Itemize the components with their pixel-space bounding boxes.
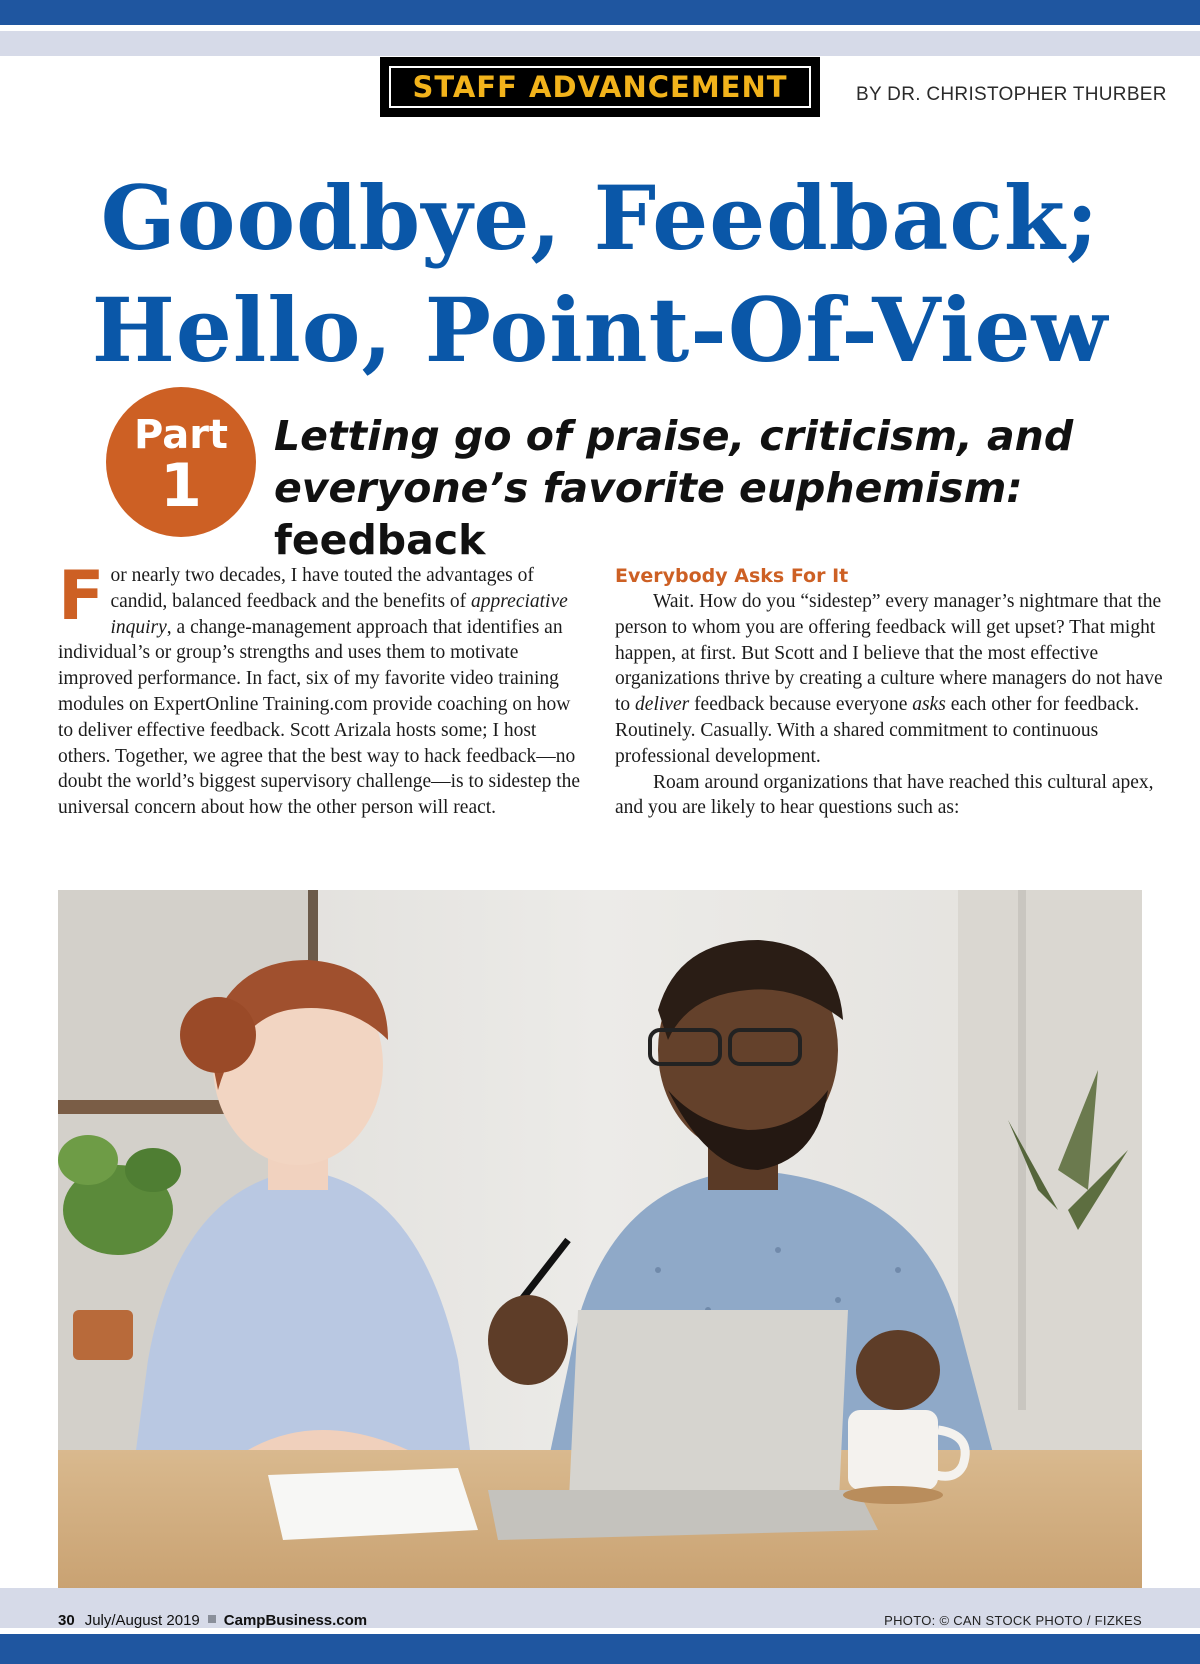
separator-square-icon: [208, 1615, 216, 1623]
intro-paragraph: [58, 557, 586, 821]
intro-text-b: , a change-management approach that identifies an individual’s or group’s strengths and uses them to motivate improved performance. In fact, six of my favorite video training modules on ExpertOnline Training.com provide coaching on how to deliver effective feedback. Scott Arizala hosts some; I host others. Together, we agree that the best way to hack feedback—no doubt the world’s biggest supervisory challenge—is to sidestep the universal concern about how the other person will react.: [58, 616, 581, 819]
section-tag: [380, 57, 820, 117]
drop-cap: F: [58, 557, 105, 636]
site-name: CampBusiness.com: [223, 1612, 368, 1629]
intro-text-emphasis: appreciative inquiry: [110, 590, 568, 638]
subtitle-line-2-plain: feedback: [274, 516, 486, 564]
subtitle-line-2: [274, 462, 1174, 566]
footer-blue-band: [0, 1634, 1200, 1664]
photo-paper: [268, 1468, 478, 1540]
body-paragraph-1: [615, 589, 1175, 770]
subtitle-line-2-italic: everyone’s favorite euphemism:: [274, 464, 1023, 512]
p1-emphasis-asks: asks: [912, 694, 946, 716]
body-column-left: [58, 557, 586, 821]
p1-text-c: each other for feedback. Routinely. Casually. With a shared commitment to continuous professional development.: [615, 694, 1140, 767]
title-line-1: Goodbye, Feedback;: [100, 166, 1100, 270]
p1-text-b: feedback because everyone: [689, 694, 913, 716]
top-gray-band: [0, 31, 1200, 56]
intro-text-a: or nearly two decades, I have touted the advantages of candid, balanced feedback and the benefits of: [110, 565, 534, 612]
subtitle-line-1: Letting go of praise, criticism, and: [274, 412, 1074, 460]
part-badge: [106, 387, 256, 537]
issue-date: July/August 2019: [84, 1612, 200, 1629]
title-line-2: Hello, Point-Of-View: [91, 278, 1109, 382]
article-subtitle: [274, 410, 1174, 566]
part-badge-word: Part: [133, 412, 229, 458]
top-blue-band: [0, 0, 1200, 25]
body-paragraph-2: Roam around organizations that have reached this cultural apex, and you are likely to hear questions such as:: [615, 771, 1154, 819]
section-subhead: Everybody Asks For It: [615, 565, 849, 587]
body-column-right: [615, 563, 1175, 821]
article-photo: [58, 890, 1142, 1590]
folio: [58, 1612, 367, 1629]
section-tag-label: STAFF ADVANCEMENT: [389, 66, 811, 108]
part-badge-number: 1: [160, 451, 202, 521]
p1-text-a: Wait. How do you “sidestep” every manager’s nightmare that the person to whom you are offering feedback will get upset? That might happen, at first. But Scott and I believe that the most effective organizations thrive by creating a culture where managers do not have to: [615, 591, 1163, 716]
byline: BY DR. CHRISTOPHER THURBER: [856, 84, 1167, 105]
p1-emphasis-deliver: deliver: [635, 694, 690, 716]
photo-credit: PHOTO: © CAN STOCK PHOTO / FIZKES: [884, 1613, 1142, 1628]
page-number: 30: [58, 1612, 75, 1629]
article-title: [40, 162, 1160, 386]
